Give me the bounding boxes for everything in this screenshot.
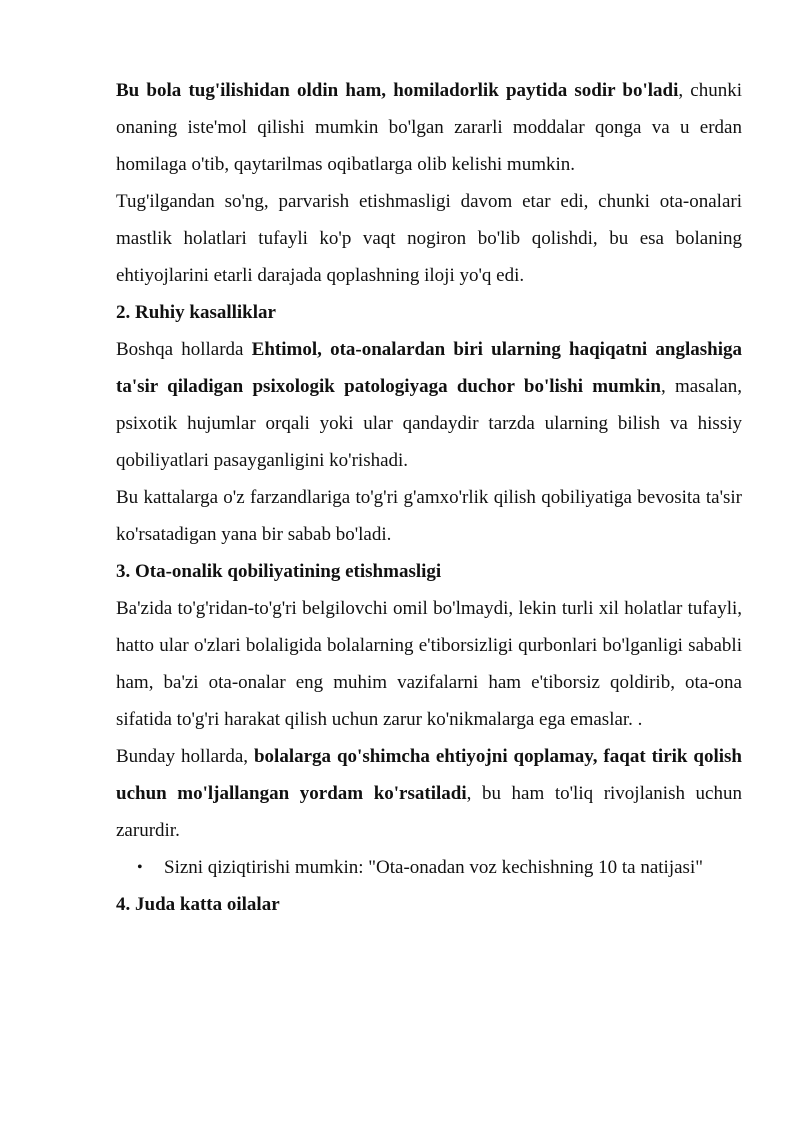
paragraph-6-lead: Bunday hollarda, bbox=[116, 746, 254, 767]
paragraph-6-text: , bu ham to'liq rivojlanish uchun zarurdir. bbox=[116, 783, 742, 841]
paragraph-3 bbox=[116, 331, 742, 479]
section-heading-3: 3. Ota-onalik qobiliyatining etishmasligi bbox=[116, 561, 442, 582]
paragraph-2: Tug'ilgandan so'ng, parvarish etishmasligi davom etar edi, chunki ota-onalari mastlik holatlari tufayli ko'p vaqt nogiron bo'lib qolishdi, bu esa bolaning ehtiyojlarini etarli darajada qoplashning iloji yo'q edi. bbox=[116, 191, 742, 286]
paragraph-1-bold: Bu bola tug'ilishidan oldin ham, homiladorlik paytida sodir bo'ladi bbox=[116, 80, 679, 101]
section-heading-2: 2. Ruhiy kasalliklar bbox=[116, 302, 276, 323]
section-heading-4: 4. Juda katta oilalar bbox=[116, 894, 280, 915]
paragraph-5: Ba'zida to'g'ridan-to'g'ri belgilovchi omil bo'lmaydi, lekin turli xil holatlar tufayli, hatto ular o'zlari bolaligida bolalarning e'tiborsizligi qurbonlari bo'lganligi sababli ham, ba'zi ota-onalar eng muhim vazifalarni ham e'tiborsiz qoldirib, ota-ona sifatida to'g'ri harakat qilish uchun zarur ko'nikmalarga ega emaslar. . bbox=[116, 598, 742, 730]
bullet-icon: • bbox=[137, 859, 143, 876]
paragraph-3-bold: Ehtimol, ota-onalardan biri ularning haqiqatni anglashiga ta'sir qiladigan psixologik patologiyaga duchor bo'lishi mumkin bbox=[116, 339, 742, 397]
related-link-text[interactable]: Sizni qiziqtirishi mumkin: "Ota-onadan voz kechishning 10 ta natijasi" bbox=[164, 857, 703, 878]
paragraph-6 bbox=[116, 738, 742, 849]
paragraph-1 bbox=[116, 72, 742, 183]
document-page bbox=[116, 72, 742, 923]
paragraph-1-text: , chunki onaning iste'mol qilishi mumkin bo'lgan zararli moddalar qonga va u erdan homilaga o'tib, qaytarilmas oqibatlarga olib kelishi mumkin. bbox=[116, 80, 743, 175]
paragraph-3-lead: Boshqa hollarda bbox=[116, 339, 252, 360]
related-link-item[interactable] bbox=[116, 849, 742, 886]
paragraph-4: Bu kattalarga o'z farzandlariga to'g'ri g'amxo'rlik qilish qobiliyatiga bevosita ta'sir ko'rsatadigan yana bir sabab bo'ladi. bbox=[116, 487, 742, 545]
paragraph-6-bold: bolalarga qo'shimcha ehtiyojni qoplamay, faqat tirik qolish uchun mo'ljallangan yordam ko'rsatiladi bbox=[116, 746, 742, 804]
paragraph-3-text: , masalan, psixotik hujumlar orqali yoki ular qandaydir tarzda ularning bilish va hissiy qobiliyatlari pasayganligini ko'rishadi. bbox=[116, 376, 742, 471]
related-links-list bbox=[116, 849, 742, 886]
